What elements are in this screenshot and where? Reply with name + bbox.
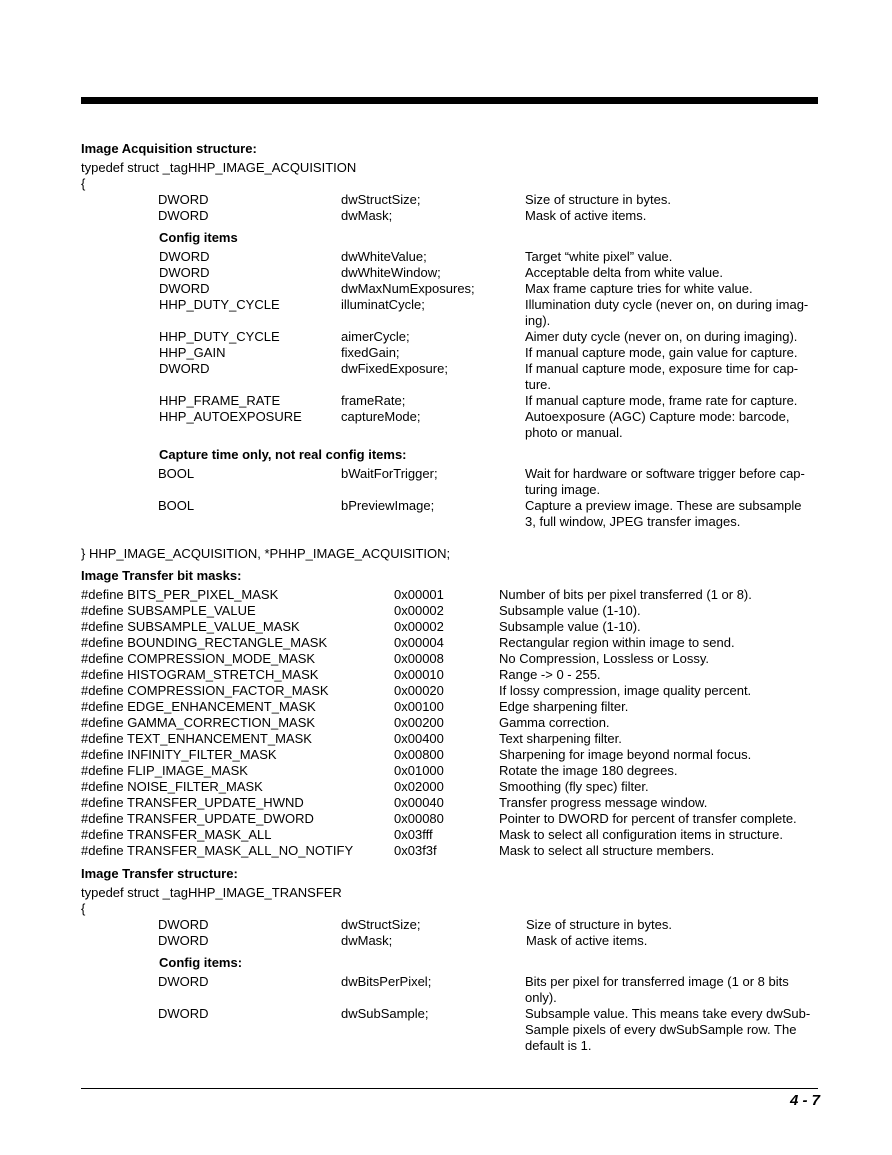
define-description: Subsample value (1-10). — [499, 603, 641, 618]
define-name: #define NOISE_FILTER_MASK — [81, 779, 263, 794]
define-description: Mask to select all structure members. — [499, 843, 715, 858]
member-description-continued: turing image. — [525, 482, 601, 497]
member-type: DWORD — [158, 974, 209, 989]
define-name: #define GAMMA_CORRECTION_MASK — [81, 715, 316, 730]
member-description: Bits per pixel for transferred image (1 or 8 bits — [525, 974, 789, 989]
transfer-typedef: typedef struct _tagHHP_IMAGE_TRANSFER — [81, 885, 342, 900]
member-description: Size of structure in bytes. — [526, 917, 672, 932]
define-name: #define TEXT_ENHANCEMENT_MASK — [81, 731, 312, 746]
member-description-continued: only). — [525, 990, 557, 1005]
define-description: Edge sharpening filter. — [499, 699, 629, 714]
member-type: BOOL — [158, 466, 195, 481]
define-description: Number of bits per pixel transferred (1 or 8). — [499, 587, 752, 602]
member-type: HHP_FRAME_RATE — [159, 393, 281, 408]
member-description: Aimer duty cycle (never on, on during imaging). — [525, 329, 798, 344]
member-description: Acceptable delta from white value. — [525, 265, 723, 280]
member-name: aimerCycle; — [341, 329, 410, 344]
define-description: Text sharpening filter. — [499, 731, 622, 746]
define-description: No Compression, Lossless or Lossy. — [499, 651, 710, 666]
member-name: dwBitsPerPixel; — [341, 974, 432, 989]
define-description: Rotate the image 180 degrees. — [499, 763, 678, 778]
define-name: #define SUBSAMPLE_VALUE — [81, 603, 256, 618]
transfer-heading: Image Transfer structure: — [81, 866, 238, 881]
member-name: dwSubSample; — [341, 1006, 429, 1021]
define-value: 0x03fff — [394, 827, 433, 842]
member-type: DWORD — [159, 265, 210, 280]
member-type: HHP_AUTOEXPOSURE — [159, 409, 302, 424]
member-description: Size of structure in bytes. — [525, 192, 671, 207]
member-description: Mask of active items. — [525, 208, 647, 223]
define-name: #define SUBSAMPLE_VALUE_MASK — [81, 619, 300, 634]
member-description-continued: photo or manual. — [525, 425, 623, 440]
member-description: Illumination duty cycle (never on, on during imag- — [525, 297, 809, 312]
page-number: 4 - 7 — [789, 1092, 820, 1109]
acquisition-config-heading: Config items — [159, 230, 238, 245]
member-type: DWORD — [159, 361, 210, 376]
acquisition-heading: Image Acquisition structure: — [81, 141, 257, 156]
member-type: DWORD — [158, 933, 209, 948]
member-description-continued: 3, full window, JPEG transfer images. — [525, 514, 741, 529]
member-type: DWORD — [158, 917, 209, 932]
define-value: 0x00001 — [394, 587, 444, 602]
define-description: Smoothing (fly spec) filter. — [499, 779, 649, 794]
masks-heading: Image Transfer bit masks: — [81, 568, 242, 583]
member-description-continued: ture. — [525, 377, 552, 392]
member-name: bPreviewImage; — [341, 498, 435, 513]
member-description: Subsample value. This means take every dwSub- — [525, 1006, 811, 1021]
member-type: DWORD — [159, 281, 210, 296]
member-name: fixedGain; — [341, 345, 400, 360]
define-name: #define COMPRESSION_MODE_MASK — [81, 651, 316, 666]
member-type: DWORD — [158, 208, 209, 223]
member-description: Mask of active items. — [526, 933, 648, 948]
define-description: Mask to select all configuration items in structure. — [499, 827, 783, 842]
member-name: bWaitForTrigger; — [341, 466, 438, 481]
member-description: Target “white pixel” value. — [525, 249, 673, 264]
define-value: 0x00200 — [394, 715, 444, 730]
define-name: #define COMPRESSION_FACTOR_MASK — [81, 683, 329, 698]
define-value: 0x00002 — [394, 619, 444, 634]
member-name: captureMode; — [341, 409, 421, 424]
define-name: #define BOUNDING_RECTANGLE_MASK — [81, 635, 328, 650]
member-name: dwFixedExposure; — [341, 361, 448, 376]
define-value: 0x00002 — [394, 603, 444, 618]
define-description: Transfer progress message window. — [499, 795, 708, 810]
define-value: 0x00080 — [394, 811, 444, 826]
define-value: 0x00010 — [394, 667, 444, 682]
define-description: Sharpening for image beyond normal focus. — [499, 747, 752, 762]
define-name: #define TRANSFER_UPDATE_DWORD — [81, 811, 314, 826]
define-description: If lossy compression, image quality percent. — [499, 683, 752, 698]
member-name: dwMask; — [341, 208, 393, 223]
define-value: 0x00400 — [394, 731, 444, 746]
bottom-rule — [81, 1088, 818, 1089]
define-description: Range -> 0 - 255. — [499, 667, 601, 682]
define-name: #define TRANSFER_MASK_ALL_NO_NOTIFY — [81, 843, 354, 858]
acquisition-capture-heading: Capture time only, not real config items: — [159, 447, 407, 462]
define-description: Pointer to DWORD for percent of transfer complete. — [499, 811, 797, 826]
member-type: DWORD — [158, 1006, 209, 1021]
acquisition-open-brace: { — [81, 176, 86, 191]
define-name: #define FLIP_IMAGE_MASK — [81, 763, 248, 778]
transfer-config-heading: Config items: — [159, 955, 243, 970]
define-name: #define TRANSFER_MASK_ALL — [81, 827, 272, 842]
member-type: DWORD — [159, 249, 210, 264]
member-type: BOOL — [158, 498, 195, 513]
define-value: 0x00020 — [394, 683, 444, 698]
member-type: HHP_GAIN — [159, 345, 226, 360]
member-name: dwStructSize; — [341, 917, 421, 932]
member-name: dwStructSize; — [341, 192, 421, 207]
member-description-continued: default is 1. — [525, 1038, 592, 1053]
define-value: 0x00040 — [394, 795, 444, 810]
define-description: Gamma correction. — [499, 715, 610, 730]
member-description-continued: ing). — [525, 313, 551, 328]
acquisition-close: } HHP_IMAGE_ACQUISITION, *PHHP_IMAGE_ACQUISITION; — [81, 546, 451, 561]
member-description: If manual capture mode, gain value for capture. — [525, 345, 798, 360]
member-name: dwMaxNumExposures; — [341, 281, 475, 296]
define-name: #define TRANSFER_UPDATE_HWND — [81, 795, 304, 810]
define-value: 0x02000 — [394, 779, 444, 794]
define-value: 0x01000 — [394, 763, 444, 778]
member-description: Wait for hardware or software trigger before cap- — [525, 466, 805, 481]
transfer-open-brace: { — [81, 901, 86, 916]
member-description: Capture a preview image. These are subsample — [525, 498, 802, 513]
define-name: #define BITS_PER_PIXEL_MASK — [81, 587, 279, 602]
define-value: 0x00100 — [394, 699, 444, 714]
member-name: dwMask; — [341, 933, 393, 948]
member-type: DWORD — [158, 192, 209, 207]
define-description: Rectangular region within image to send. — [499, 635, 735, 650]
define-name: #define HISTOGRAM_STRETCH_MASK — [81, 667, 319, 682]
member-name: dwWhiteValue; — [341, 249, 427, 264]
member-description-continued: Sample pixels of every dwSubSample row. The — [525, 1022, 797, 1037]
member-name: frameRate; — [341, 393, 406, 408]
define-name: #define EDGE_ENHANCEMENT_MASK — [81, 699, 316, 714]
define-description: Subsample value (1-10). — [499, 619, 641, 634]
member-description: If manual capture mode, exposure time for cap- — [525, 361, 799, 376]
member-description: If manual capture mode, frame rate for capture. — [525, 393, 798, 408]
acquisition-typedef: typedef struct _tagHHP_IMAGE_ACQUISITION — [81, 160, 357, 175]
member-type: HHP_DUTY_CYCLE — [159, 297, 280, 312]
member-name: illuminatCycle; — [341, 297, 425, 312]
member-description: Max frame capture tries for white value. — [525, 281, 753, 296]
define-name: #define INFINITY_FILTER_MASK — [81, 747, 277, 762]
define-value: 0x00800 — [394, 747, 444, 762]
member-description: Autoexposure (AGC) Capture mode: barcode, — [525, 409, 790, 424]
define-value: 0x00008 — [394, 651, 444, 666]
member-name: dwWhiteWindow; — [341, 265, 441, 280]
member-type: HHP_DUTY_CYCLE — [159, 329, 280, 344]
define-value: 0x00004 — [394, 635, 444, 650]
define-value: 0x03f3f — [394, 843, 437, 858]
top-rule — [81, 97, 818, 104]
